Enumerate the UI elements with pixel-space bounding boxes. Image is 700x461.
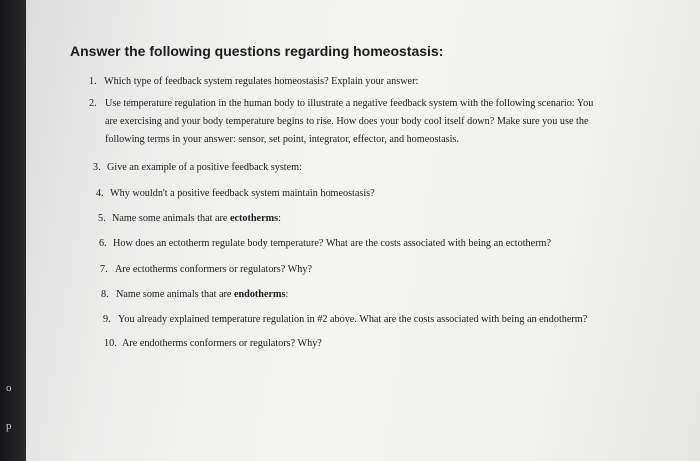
question-4 <box>96 185 375 203</box>
question-text-main: Name some animals that are <box>112 213 228 224</box>
question-10 <box>104 335 322 353</box>
question-text <box>112 210 281 228</box>
edge-char-o: o <box>6 382 12 394</box>
question-suffix: : <box>285 289 289 300</box>
edge-char-p: p <box>6 420 12 432</box>
question-keyword: ectotherms <box>229 213 279 224</box>
question-number: 4. <box>96 188 104 199</box>
question-number: 6. <box>99 238 107 249</box>
question-number: 8. <box>101 289 109 300</box>
question-number: 10. <box>104 338 117 349</box>
question-1 <box>89 73 418 91</box>
question-text: Are endotherms conformers or regulators? Why? <box>122 338 322 349</box>
question-number: 1. <box>89 76 97 87</box>
question-text-line-1: Use temperature regulation in the human body to illustrate a negative feedback system with the following scenario: You <box>105 98 594 109</box>
question-number: 7. <box>100 264 108 275</box>
question-text-line-3: following terms in your answer: sensor, set point, integrator, effector, and homeostasis. <box>105 134 459 145</box>
worksheet-page <box>26 0 700 461</box>
question-text-main: Name some animals that are <box>116 289 232 300</box>
question-suffix: : <box>278 213 281 224</box>
question-text <box>116 286 288 304</box>
question-text: Why wouldn't a positive feedback system maintain homeostasis? <box>110 188 375 199</box>
question-text: Give an example of a positive feedback system: <box>107 162 302 173</box>
question-number: 9. <box>103 314 111 325</box>
question-keyword: endotherms <box>233 289 286 300</box>
question-9 <box>103 311 587 329</box>
left-edge-background <box>0 0 26 461</box>
question-text: Are ectotherms conformers or regulators? Why? <box>115 264 312 275</box>
question-text: How does an ectotherm regulate body temperature? What are the costs associated with being an ectotherm? <box>113 238 551 249</box>
question-5 <box>98 210 281 228</box>
question-8 <box>101 286 288 304</box>
question-6 <box>99 235 551 253</box>
question-3 <box>93 159 302 177</box>
question-text-line-2: are exercising and your body temperature begins to rise. How does your body cool itself down? Make sure you use the <box>105 116 589 127</box>
page-title: Answer the following questions regarding homeostasis: <box>70 43 444 59</box>
question-text: You already explained temperature regulation in #2 above. What are the costs associated with being an endotherm? <box>118 314 588 325</box>
question-number: 5. <box>98 213 106 224</box>
question-number: 3. <box>93 162 101 173</box>
question-7 <box>100 261 312 279</box>
question-2 <box>89 95 593 149</box>
question-number: 2. <box>89 98 97 109</box>
question-text: Which type of feedback system regulates homeostasis? Explain your answer: <box>104 76 419 87</box>
